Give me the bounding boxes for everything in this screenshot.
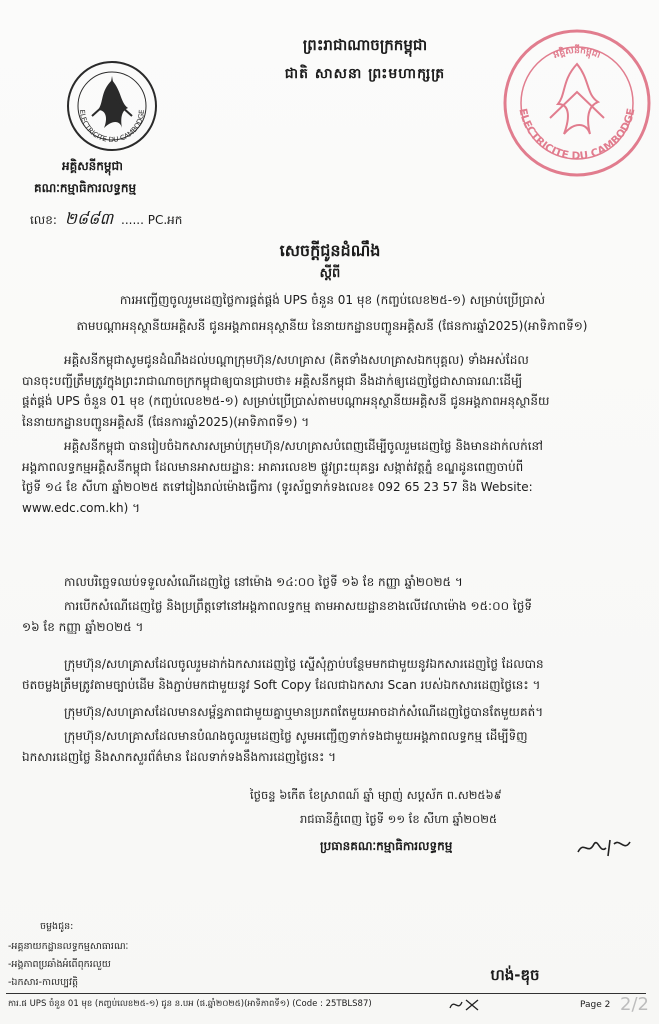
p1-line: អគ្គិសនីកម្ពុជាសូមជូនដំណឹងដល់បណ្តាក្រុមហ៊ុន/សហគ្រាស (គិតទាំងសហគ្រាសឯកបុគ្គល) ទាំងអស់ដែល [64,353,529,367]
notice-title: សេចក្តីជូនដំណឹង [279,241,381,260]
p7-line: ឯកសារដេញថ្លៃ និងសាកសួរព័ត៌មាន ដែលទាក់ទងនឹងការដេញថ្លៃនេះ ។ [22,749,337,764]
kingdom-heading: ព្រះរាជាណាចក្រកម្ពុជា [302,36,428,54]
paragraph-5-copies [22,654,644,695]
lunar-date: ថ្ងៃចន្ទ ៦កេីត ខែស្រាពណ៍ ឆ្នាំ ម្សាញ់ សប្តស័ក ព.ស២៥៦៩ [250,788,502,802]
p2-line: អង្គភាពលទ្ធកម្មអគ្គិសនីកម្ពុជា ដែលមានអាសយដ្ឋាន: អាគារលេខ២ ផ្លូវព្រះយុគន្ធរ សង្កាត់វត្តភ្នំ ខណ្ឌដូនពេញចាប់ពី [22,459,524,474]
org-name: អគ្គិសនីកម្ពុជា [62,159,123,173]
svg-text:អគ្គិសនីកម្ពុជា: អគ្គិសនីកម្ពុជា [552,46,602,61]
cc-item: -អគ្គនាយកដ្ឋានលទ្ធកម្មសាធារណៈ [8,941,129,952]
ref-suffix: PC.អក [147,213,183,227]
p1-line: ផ្គត់ផ្គង់ UPS ចំនួន 01 មុខ (កញ្ចប់លេខ២៥-១) សម្រាប់ប្រើប្រាស់តាមបណ្តាអនុស្ថានីយអគ្គិសនី ជូនអង្គភាពអនុស្ថានីយ [22,394,550,409]
p2-line: អគ្គិសនីកម្ពុជា បានរៀបចំឯកសារសម្រាប់ក្រុមហ៊ុន/សហគ្រាសបំពេញដើម្បីចូលរួមដេញថ្លៃ និងមានដាក់លក់នៅ [64,439,543,453]
p5-line: ថតចម្លងត្រឹមត្រូវតាមច្បាប់ដើម និងភ្ជាប់មកជាមួយនូវ Soft Copy ដែលជាឯកសារ Scan របស់ឯកសារដេញថ្លៃនេះ ។ [22,677,541,692]
p4-line: ១៦ ខែ កញ្ញា ឆ្នាំ២០២៥ ។ [22,619,144,634]
paragraph-2 [22,436,648,518]
ref-number: ២៨៨៣ [64,209,114,228]
committee-name: គណៈកម្មាធិការលទ្ធកម្ម [34,181,137,195]
signatory-name: ហង់-ឌុច [490,966,540,984]
official-stamp [500,26,654,180]
subject-line-1: ការអញ្ជើញចូលរួមដេញថ្លៃការផ្គត់ផ្គង់ UPS ចំនួន 01 មុខ (កញ្ចប់លេខ២៥-១) សម្រាប់ប្រើប្រាស់ [119,293,546,307]
ref-label: លេខ: [30,213,57,227]
footer-divider [6,993,646,994]
notice-subtitle: ស្តីពី [319,266,341,281]
solar-date: រាជធានីភ្នំពេញ ថ្ងៃទី ១១ ខែ សីហា ឆ្នាំ២០២៥ [300,812,498,826]
p7-line: ក្រុមហ៊ុន/សហគ្រាសដែលមានបំណងចូលរួមដេញថ្លៃ សូមអញ្ជើញទាក់ទងជាមួយអង្គភាពលទ្ធកម្ម ដើម្បីទិញ [64,729,528,743]
initials-signature [574,834,634,860]
signer-role: ប្រធានគណៈកម្មាធិការលទ្ធកម្ម [320,839,453,853]
ref-dots: ...... [121,213,144,227]
p1-line: នៃនាយកដ្ឋានបញ្ជូនអគ្គិសនី (ផែនការឆ្នាំ2025)(អាទិភាពទី១) ។ [22,414,310,429]
paragraph-4-opening [22,596,644,637]
subject-line-2: តាមបណ្តាអនុស្ថានីយអគ្គិសនី ជូនអង្គភាពអនុស្ថានីយ នៃនាយកដ្ឋានបញ្ជូនអគ្គិសនី (ផែនការឆ្នាំ2025)(អាទិភាពទី១) [76,319,588,333]
cc-item: -អង្គភាពប្រឆាំងអំពើពុករលួយ [8,959,111,970]
cc-list [8,938,128,992]
paragraph-1 [22,350,648,432]
p4-line: ការបើកសំណើដេញថ្លៃ និងប្រព្រឹត្តទៅនៅអង្គភាពលទ្ធកម្ម តាមអាសយដ្ឋានខាងលើវេលាម៉ោង ១៥:០០ ថ្ងៃទី [64,599,532,613]
paragraph-3-deadline: កាលបរិច្ឆេទឈប់ទទួលសំណើដេញថ្លៃ នៅម៉ោង ១៤:០០ ថ្ងៃទី ១៦ ខែ កញ្ញា ឆ្នាំ២០២៥ ។ [64,575,463,589]
cc-title: ចម្លងជូន: [40,921,74,932]
page-fraction: 2/2 [620,994,649,1015]
paragraph-7-contact [22,726,644,767]
reference-number [30,208,182,232]
edc-logo [64,58,160,154]
paragraph-6-affiliation: ក្រុមហ៊ុន/សហគ្រាសដែលមានសម្ព័ន្ធភាពជាមួយគ្នាឬមានប្រភពតែមួយអាចដាក់សំណើដេញថ្លៃបានតែមួយគត់។ [64,705,544,719]
footer-initials [448,996,484,1014]
p2-line: www.edc.com.kh) ។ [22,500,140,515]
svg-text:ELECTRICITE DU CAMBODGE: ELECTRICITE DU CAMBODGE [516,107,638,163]
p1-line: បានចុះបញ្ជីត្រឹមត្រូវក្នុងព្រះរាជាណាចក្រកម្ពុជាឲ្យបានជ្រាបថា៖ អគ្គិសនីកម្ពុជា នឹងដាក់ឲ្យដេញថ្លៃជាសាធារណៈដើម្បី [22,373,523,388]
motto-heading: ជាតិ សាសនា ព្រះមហាក្សត្រ [284,66,446,82]
cc-item: -ឯកសារ-កាលប្បវត្តិ [8,977,78,988]
p5-line: ក្រុមហ៊ុន/សហគ្រាសដែលចូលរួមដាក់ឯកសារដេញថ្លៃ ស្នើសុំភ្ជាប់បន្ថែមមកជាមួយនូវឯកសារដេញថ្លៃ ដែលបាន [64,657,544,671]
page-number: Page 2 [580,1000,611,1010]
p2-line: ថ្ងៃទី ១៤ ខែ សីហា ឆ្នាំ២០២៥ តទៅរៀងរាល់ម៉ោងធ្វើការ (ទូរស័ព្ទទាក់ទងលេខ៖ 092 65 23 57 និង Website: [22,480,533,495]
svg-text:ELECTRICITE DU CAMBODGE: ELECTRICITE DU CAMBODGE [77,109,147,145]
footer-reference: ការ.ផ UPS ចំនួន 01 មុខ (កញ្ចប់លេខ២៥-១) ជូន ន.បអ (ផ.ឆ្នាំ២០២៥)(អាទិភាពទី១) (Code : 25TBLS87) [8,999,372,1009]
